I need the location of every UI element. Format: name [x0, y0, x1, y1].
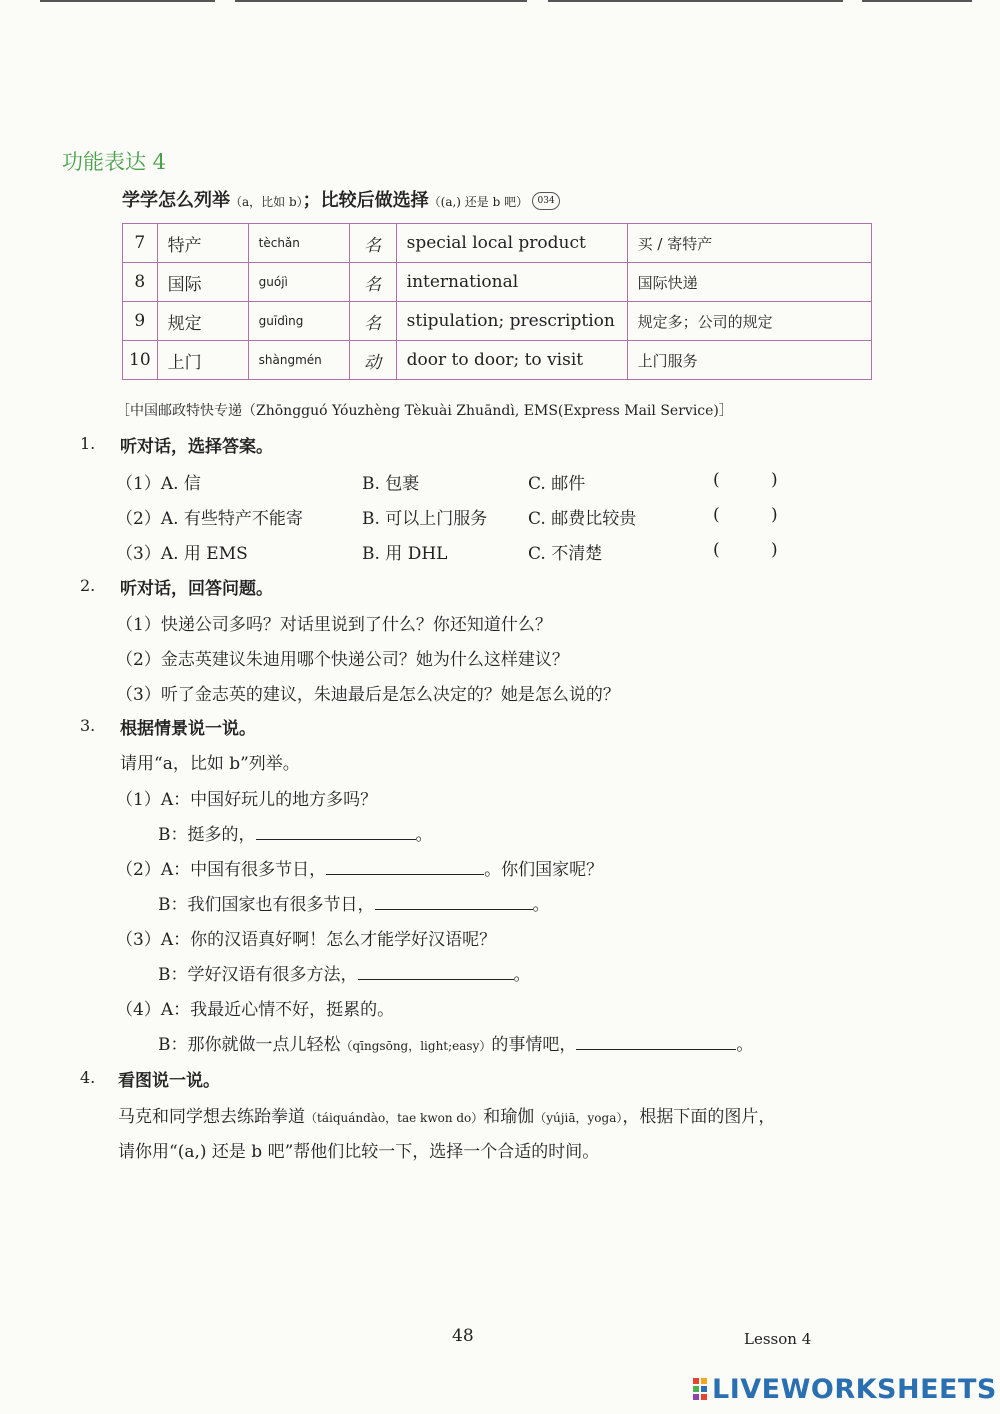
- audio-track-icon[interactable]: 034: [532, 192, 560, 210]
- pinyin-gloss: （táiquándào，tae kwon do）: [305, 1111, 484, 1125]
- period: 。: [736, 1035, 754, 1055]
- fill-blank[interactable]: [358, 963, 514, 980]
- subtitle-main2: 比较后做选择: [320, 190, 429, 211]
- vocab-pinyin: guójì: [248, 263, 349, 302]
- vocab-pos: 名: [349, 224, 396, 263]
- answer-paren-close: ): [771, 540, 778, 560]
- dialogue-line: [158, 820, 433, 845]
- answer-paren-open: (: [713, 505, 720, 525]
- dialogue-text: B：学好汉语有很多方法，: [158, 965, 358, 985]
- top-rule: [548, 0, 843, 2]
- lesson-label: Lesson 4: [744, 1330, 812, 1348]
- vocab-pos: 名: [349, 302, 396, 341]
- option-a: （3）A. 用 EMS: [116, 544, 248, 564]
- table-row: [123, 263, 872, 302]
- vocab-english: door to door; to visit: [396, 341, 627, 380]
- vocab-example: 上门服务: [627, 341, 871, 380]
- vocab-table: [122, 223, 872, 380]
- text: 马克和同学想去练跆拳道: [118, 1107, 305, 1127]
- top-rule: [235, 0, 527, 2]
- question-title: 听对话，回答问题。: [120, 579, 273, 599]
- period: 。: [415, 825, 433, 845]
- subtitle-sep: ；: [302, 190, 321, 211]
- question-number: 3.: [80, 716, 96, 735]
- subtitle-paren1: （a，比如 b）: [230, 195, 303, 209]
- vocab-num: 10: [123, 341, 158, 380]
- option-b: B. 可以上门服务: [362, 509, 488, 529]
- question-item: （3）听了金志英的建议，朱迪最后是怎么决定的？她是怎么说的？: [116, 685, 620, 705]
- vocab-num: 9: [123, 302, 158, 341]
- option-c: C. 邮费比较贵: [528, 509, 637, 529]
- answer-paren-open: (: [713, 470, 720, 490]
- vocab-english: stipulation; prescription: [396, 302, 627, 341]
- option-a: （1）A. 信: [116, 474, 201, 494]
- answer-box[interactable]: [724, 470, 768, 492]
- table-row: [123, 341, 872, 380]
- question-title: 看图说一说。: [118, 1071, 220, 1091]
- vocab-hanzi: 特产: [157, 224, 248, 263]
- pinyin-gloss: （yújiā，yoga）: [534, 1111, 623, 1125]
- option-b: B. 包裹: [362, 474, 420, 494]
- fill-blank[interactable]: [375, 893, 533, 910]
- dialogue-line: （4）A：我最近心情不好，挺累的。: [116, 1000, 395, 1020]
- text: ，根据下面的图片，: [622, 1107, 776, 1127]
- table-row: [123, 224, 872, 263]
- liveworksheets-logo: [692, 1374, 997, 1405]
- question-title: 根据情景说一说。: [120, 719, 256, 739]
- answer-box[interactable]: [724, 540, 768, 562]
- top-rule: [40, 0, 215, 2]
- vocab-pinyin: guīdìng: [248, 302, 349, 341]
- liveworksheets-icon: [692, 1376, 708, 1402]
- subtitle-main1: 学学怎么列举: [122, 190, 230, 211]
- dialogue-text: B：挺多的，: [158, 825, 256, 845]
- option-c: C. 邮件: [528, 474, 586, 494]
- question-text: 请你用“(a,) 还是 b 吧”帮他们比较一下，选择一个合适的时间。: [118, 1142, 600, 1162]
- instruction: 请用“a，比如 b”列举。: [120, 754, 300, 774]
- vocab-pinyin: shàngmén: [248, 341, 349, 380]
- dialogue-text: 的事情吧，: [491, 1035, 577, 1055]
- section-title: 功能表达 4: [62, 150, 167, 174]
- dialogue-text: 。你们国家呢？: [484, 860, 604, 880]
- question-title: 听对话，选择答案。: [120, 437, 273, 457]
- pinyin-gloss: （qīngsōng，light;easy）: [340, 1039, 492, 1053]
- fill-blank[interactable]: [576, 1033, 736, 1050]
- dialogue-line: （3）A：你的汉语真好啊！怎么才能学好汉语呢？: [116, 930, 497, 950]
- dialogue-line: [158, 1030, 753, 1055]
- fill-blank[interactable]: [326, 858, 484, 875]
- top-rule: [862, 0, 972, 2]
- brand-text: LIVEWORKSHEETS: [712, 1374, 997, 1405]
- vocab-hanzi: 上门: [157, 341, 248, 380]
- dialogue-line: [116, 855, 603, 880]
- period: 。: [532, 895, 550, 915]
- period: 。: [513, 965, 531, 985]
- dialogue-line: [158, 890, 550, 915]
- answer-paren-close: ): [771, 505, 778, 525]
- option-a: （2）A. 有些特产不能寄: [116, 509, 303, 529]
- question-item: （1）快递公司多吗？对话里说到了什么？你还知道什么？: [116, 615, 552, 635]
- dialogue-text: （2）A：中国有很多节日，: [116, 860, 327, 880]
- dialogue-text: B：那你就做一点儿轻松: [158, 1035, 341, 1055]
- vocab-pos: 名: [349, 263, 396, 302]
- answer-box[interactable]: [724, 505, 768, 527]
- vocab-pinyin: tèchǎn: [248, 224, 349, 263]
- vocab-num: 8: [123, 263, 158, 302]
- ems-note: ［中国邮政特快专递（Zhōngguó Yóuzhèng Tèkuài Zhuāndì, EMS(Express Mail Service)］: [116, 403, 733, 419]
- vocab-hanzi: 国际: [157, 263, 248, 302]
- table-row: [123, 302, 872, 341]
- question-number: 1.: [80, 434, 96, 453]
- option-c: C. 不清楚: [528, 544, 603, 564]
- vocab-pos: 动: [349, 341, 396, 380]
- question-number: 4.: [80, 1068, 96, 1087]
- subtitle: [122, 186, 560, 212]
- answer-paren-open: (: [713, 540, 720, 560]
- vocab-english: international: [396, 263, 627, 302]
- dialogue-text: B：我们国家也有很多节日，: [158, 895, 375, 915]
- dialogue-line: （1）A：中国好玩儿的地方多吗？: [116, 790, 378, 810]
- subtitle-paren2: （(a,) 还是 b 吧）: [428, 195, 529, 209]
- page-number: 48: [452, 1326, 474, 1346]
- dialogue-line: [158, 960, 531, 985]
- vocab-example: 规定多；公司的规定: [627, 302, 871, 341]
- fill-blank[interactable]: [256, 823, 416, 840]
- text: 和瑜伽: [483, 1107, 535, 1127]
- vocab-example: 国际快递: [627, 263, 871, 302]
- option-b: B. 用 DHL: [362, 544, 448, 564]
- vocab-num: 7: [123, 224, 158, 263]
- vocab-hanzi: 规定: [157, 302, 248, 341]
- vocab-example: 买 / 寄特产: [627, 224, 871, 263]
- question-item: （2）金志英建议朱迪用哪个快递公司？她为什么这样建议？: [116, 650, 569, 670]
- question-text: [118, 1102, 775, 1127]
- answer-paren-close: ): [771, 470, 778, 490]
- vocab-english: special local product: [396, 224, 627, 263]
- question-number: 2.: [80, 576, 96, 595]
